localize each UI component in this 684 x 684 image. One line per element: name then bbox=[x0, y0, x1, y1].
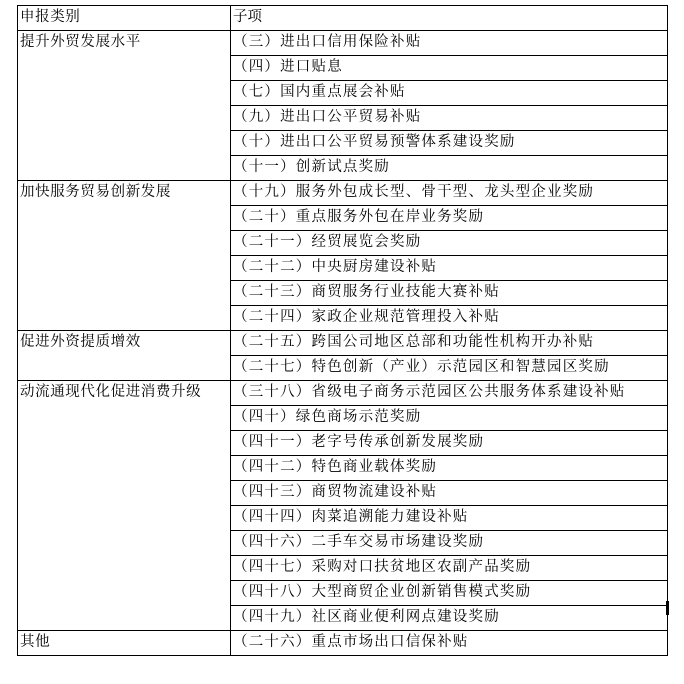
header-row bbox=[18, 6, 668, 31]
table-row bbox=[18, 31, 668, 56]
cell-resize-marker bbox=[666, 601, 669, 615]
table-row bbox=[18, 381, 668, 406]
subitem-cell: （四）进口贴息 bbox=[231, 56, 668, 81]
category-cell: 动流通现代化促进消费升级 bbox=[18, 381, 231, 631]
subitem-cell: （四十四）肉菜追溯能力建设补贴 bbox=[231, 506, 668, 531]
subitem-cell: （二十四）家政企业规范管理投入补贴 bbox=[231, 306, 668, 331]
header-category: 申报类别 bbox=[18, 6, 231, 31]
subitem-cell: （十九）服务外包成长型、骨干型、龙头型企业奖励 bbox=[231, 181, 668, 206]
subitem-cell: （九）进出口公平贸易补贴 bbox=[231, 106, 668, 131]
category-cell: 加快服务贸易创新发展 bbox=[18, 181, 231, 331]
subitem-cell: （四十一）老字号传承创新发展奖励 bbox=[231, 431, 668, 456]
subitem-cell: （三十八）省级电子商务示范园区公共服务体系建设补贴 bbox=[231, 381, 668, 406]
subitem-cell: （四十八）大型商贸企业创新销售模式奖励 bbox=[231, 581, 668, 606]
subitem-cell: （二十七）特色创新（产业）示范园区和智慧园区奖励 bbox=[231, 356, 668, 381]
subitem-cell: （十）进出口公平贸易预警体系建设奖励 bbox=[231, 131, 668, 156]
subitem-cell: （二十三）商贸服务行业技能大赛补贴 bbox=[231, 281, 668, 306]
subitem-cell: （二十）重点服务外包在岸业务奖励 bbox=[231, 206, 668, 231]
subitem-cell: （七）国内重点展会补贴 bbox=[231, 81, 668, 106]
subitem-cell: （三）进出口信用保险补贴 bbox=[231, 31, 668, 56]
subitem-cell: （四十七）采购对口扶贫地区农副产品奖励 bbox=[231, 556, 668, 581]
subitem-cell: （四十二）特色商业载体奖励 bbox=[231, 456, 668, 481]
subitem-cell: （二十一）经贸展览会奖励 bbox=[231, 231, 668, 256]
category-cell: 促进外资提质增效 bbox=[18, 331, 231, 381]
subitem-cell: （二十二）中央厨房建设补贴 bbox=[231, 256, 668, 281]
subsidy-category-table bbox=[17, 5, 668, 656]
table-row bbox=[18, 631, 668, 656]
subitem-cell: （十一）创新试点奖励 bbox=[231, 156, 668, 181]
subitem-cell: （四十）绿色商场示范奖励 bbox=[231, 406, 668, 431]
category-cell: 其他 bbox=[18, 631, 231, 656]
subitem-cell: （四十六）二手车交易市场建设奖励 bbox=[231, 531, 668, 556]
subitem-cell: （四十九）社区商业便利网点建设奖励 bbox=[231, 606, 668, 631]
subitem-cell: （二十六）重点市场出口信保补贴 bbox=[231, 631, 668, 656]
table-row bbox=[18, 181, 668, 206]
subitem-cell: （四十三）商贸物流建设补贴 bbox=[231, 481, 668, 506]
subitem-cell: （二十五）跨国公司地区总部和功能性机构开办补贴 bbox=[231, 331, 668, 356]
category-cell: 提升外贸发展水平 bbox=[18, 31, 231, 181]
header-subitem: 子项 bbox=[231, 6, 668, 31]
table-row bbox=[18, 331, 668, 356]
